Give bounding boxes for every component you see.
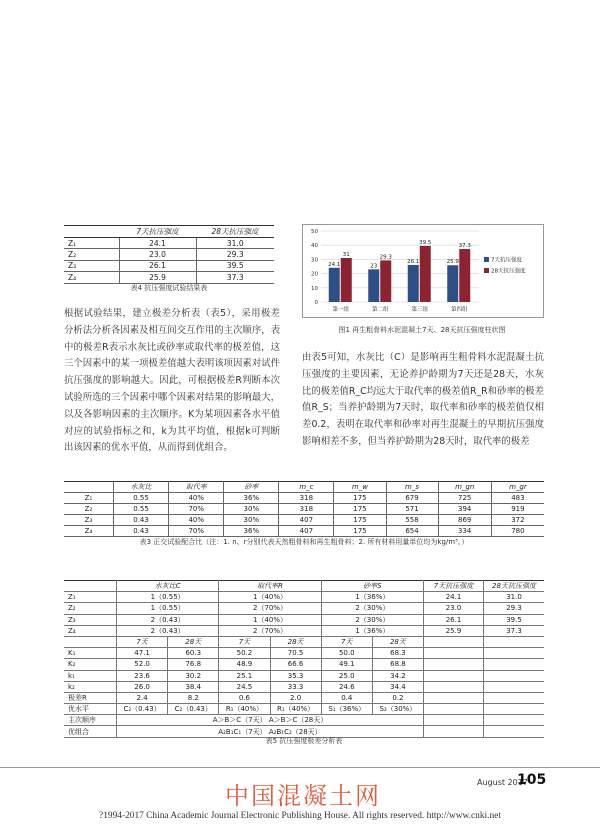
y-tick-label: 50 — [311, 229, 318, 235]
table5-cell: 49.1 — [321, 659, 372, 670]
table4-cell: 37.3 — [196, 272, 274, 283]
table3-header: 水灰比 — [113, 482, 168, 493]
paragraph-right: 由表5可知，水灰比（C）是影响再生粗骨料水泥混凝土抗压强度的主要因素，无论养护龄期为7天还是28天，水灰比的极差值R_C均远大于取代率的极差值R_R和砂率的极差值R_S；当养护龄期为7天时，取代率和砂率的极差值仅相差0.2，表明在取代率和砂率对再生混凝土的早期抗压强度影响相差不多，但当养护龄期为28天时，取代率的极差 — [302, 352, 544, 447]
table-row — [64, 681, 544, 692]
table4-header: 7天抗压强度 — [119, 226, 196, 238]
bar — [329, 268, 340, 302]
bar — [447, 265, 458, 302]
table4-cell: 29.3 — [196, 249, 274, 260]
table3-cell: 679 — [386, 493, 438, 504]
table5-cell: R₁（40%） — [219, 704, 270, 715]
table5-cell: 28天 — [372, 636, 423, 647]
table5-cell — [424, 715, 484, 726]
table3-cell: 654 — [386, 526, 438, 537]
table3-cell: 40% — [169, 515, 224, 526]
table5-cell: Z₂ — [64, 603, 117, 614]
table-row — [64, 526, 544, 537]
table-row — [64, 704, 544, 715]
table5-cell — [484, 659, 545, 670]
table5-cell: 1（36%） — [321, 592, 423, 603]
table-row — [64, 238, 274, 249]
table5-cell: 1（0.55） — [117, 592, 219, 603]
table3-cell: 407 — [279, 526, 334, 537]
table4 — [64, 225, 274, 284]
table3-cell: Z₂ — [64, 504, 113, 515]
table-row — [64, 670, 544, 681]
table5-cell — [424, 670, 484, 681]
figure1-caption: 图1 再生粗骨料水泥混凝土7天、28天抗压强度柱状图 — [338, 326, 506, 334]
table-row — [64, 493, 544, 504]
table3-cell: 70% — [169, 526, 224, 537]
y-tick-label: 10 — [311, 285, 318, 292]
table5-cell: 34.4 — [372, 681, 423, 692]
table5-cell: A＞B＞C（7天） A＞B＞C（28天） — [117, 715, 424, 726]
table3-cell: 36% — [224, 493, 279, 504]
table3-cell: 483 — [491, 493, 544, 504]
table-row — [64, 648, 544, 659]
table4-caption: 表4 抗压强度试验结果表 — [130, 284, 208, 292]
table5-cell: 8.2 — [168, 692, 219, 703]
table5 — [64, 580, 544, 738]
table5-cell: 33.3 — [270, 681, 321, 692]
table3-cell: Z₄ — [64, 526, 113, 537]
table5-cell: Z₁ — [64, 592, 117, 603]
table-row — [64, 515, 544, 526]
table5-cell: A₂B₁C₁（7天） A₂B₁C₂（28天） — [117, 726, 424, 737]
table-row — [64, 692, 544, 703]
table3-header: 砂率 — [224, 482, 279, 493]
table5-cell: 25.1 — [219, 670, 270, 681]
table-row — [64, 636, 544, 647]
table5-cell: 2.0 — [270, 692, 321, 703]
table5-cell: 66.6 — [270, 659, 321, 670]
table-row — [64, 504, 544, 515]
table3-cell: 175 — [334, 493, 386, 504]
table5-cell: 25.0 — [321, 670, 372, 681]
table5-cell — [484, 648, 545, 659]
table-row — [64, 260, 274, 271]
table3-header — [64, 482, 113, 493]
table3-cell: 70% — [169, 504, 224, 515]
table3-header: m_w — [334, 482, 386, 493]
table5-header-s: 砂率S — [321, 581, 423, 592]
table5-cell: 68.3 — [372, 648, 423, 659]
table5-cell: 35.3 — [270, 670, 321, 681]
table5-header-c: 水灰比C — [117, 581, 219, 592]
data-label: 29.3 — [379, 254, 392, 261]
table5-cell: 23.0 — [424, 603, 484, 614]
table3-cell: 0.43 — [113, 515, 168, 526]
table5-cell: 38.4 — [168, 681, 219, 692]
data-label: 23 — [370, 263, 378, 270]
table5-cell — [484, 692, 545, 703]
table-row — [64, 614, 544, 625]
table3-cell: 30% — [224, 504, 279, 515]
data-label: 31 — [342, 251, 350, 258]
table5-cell: 2（0.43） — [117, 614, 219, 625]
y-tick-label: 20 — [311, 271, 318, 278]
data-label: 37.3 — [458, 243, 471, 250]
table3-cell: Z₁ — [64, 493, 113, 504]
table5-cell: 2（30%） — [321, 603, 423, 614]
data-label: 24.1 — [328, 261, 341, 268]
table5-cell: 70.5 — [270, 648, 321, 659]
table5-cell: 28天 — [168, 636, 219, 647]
table3-cell: 919 — [491, 504, 544, 515]
table5-cell: S₁（36%） — [321, 704, 372, 715]
table3-header: m_gn — [438, 482, 491, 493]
bar — [420, 246, 431, 302]
table5-cell: 47.1 — [117, 648, 168, 659]
bar-chart — [303, 225, 543, 317]
bar — [380, 260, 391, 302]
table5-cell: 1（40%） — [219, 592, 321, 603]
table5-cell — [484, 704, 545, 715]
x-tick-label: 第二组 — [371, 307, 389, 313]
table5-cell: 7天 — [321, 636, 372, 647]
table5-cell: 68.8 — [372, 659, 423, 670]
table4-cell: 26.1 — [119, 260, 196, 271]
x-tick-label: 第四组 — [450, 307, 468, 313]
figure1-frame — [302, 224, 544, 318]
table5-cell: 2（70%） — [219, 625, 321, 636]
table5-cell: Z₄ — [64, 625, 117, 636]
table5-cell: k₁ — [64, 670, 117, 681]
table5-cell: 24.6 — [321, 681, 372, 692]
table3-cell: 0.43 — [113, 526, 168, 537]
table5-cell: k₂ — [64, 681, 117, 692]
table5-cell: 1（0.55） — [117, 603, 219, 614]
table3-cell: Z₃ — [64, 515, 113, 526]
y-tick-label: 40 — [311, 243, 318, 250]
table4-cell: 39.5 — [196, 260, 274, 271]
table4-cell: 23.0 — [119, 249, 196, 260]
table5-cell: 0.2 — [372, 692, 423, 703]
table5-cell: 26.1 — [424, 614, 484, 625]
table5-cell: 29.3 — [484, 603, 545, 614]
table4-cell: Z₂ — [64, 249, 119, 260]
paragraph-left: 根据试验结果，建立极差分析表（表5），采用极差分析法分析各因素及相互间交互作用的主次顺序，表中的极差R表示水灰比或砂率或取代率的极差值，这三个因素中的某一项极差值越大表明该项因素对试件抗压强度的影响越大。因此，可根据极差R判断本次试验所选的三个因素中哪个因素对结果的影响最大，以及各影响因素的主次顺序。K为某项因素各水平值对应的试验指标之和，k为其平均值，根据k可判断出该因素的优水平值，从而得到优组合。 — [64, 308, 280, 454]
table5-cell — [424, 681, 484, 692]
table5-cell: 26.0 — [117, 681, 168, 692]
table5-cell: 1（36%） — [321, 625, 423, 636]
table3-cell: 175 — [334, 504, 386, 515]
page-number: 105 — [517, 772, 547, 788]
table5-cell: 50.2 — [219, 648, 270, 659]
table3-caption: 表3 正交试验配合比（注：1. n、r分别代表天然粗骨料和再生粗骨料；2. 所有材料用量单位均为kg/m³。） — [139, 538, 469, 546]
table5-cell: 39.5 — [484, 614, 545, 625]
bar — [368, 269, 379, 302]
table5-cell: 0.6 — [219, 692, 270, 703]
data-label: 25.9 — [446, 259, 459, 266]
table5-cell: 2（30%） — [321, 614, 423, 625]
table5-cell: K₂ — [64, 659, 117, 670]
bar — [341, 258, 352, 302]
table5-cell: 2（70%） — [219, 603, 321, 614]
table3-cell: 0.55 — [113, 493, 168, 504]
legend-label: 7天抗压强度 — [491, 257, 522, 264]
y-tick-label: 0 — [314, 300, 318, 306]
table5-cell — [424, 704, 484, 715]
table5-cell: 25.9 — [424, 625, 484, 636]
table5-cell: 52.0 — [117, 659, 168, 670]
legend-swatch — [484, 268, 489, 273]
table5-cell: 76.8 — [168, 659, 219, 670]
table3-header: m_s — [386, 482, 438, 493]
table3-cell: 725 — [438, 493, 491, 504]
table5-cell: 48.9 — [219, 659, 270, 670]
table4-cell: 31.0 — [196, 238, 274, 249]
table5-cell — [424, 659, 484, 670]
table3-header: m_c — [279, 482, 334, 493]
table4-header — [64, 226, 119, 238]
legend-swatch — [484, 257, 489, 262]
watermark-logo: 中国混凝土网 — [225, 782, 381, 810]
table3-cell: 372 — [491, 515, 544, 526]
table4-header: 28天抗压强度 — [196, 226, 274, 238]
table5-cell: K₁ — [64, 648, 117, 659]
table5-cell: Z₃ — [64, 614, 117, 625]
table-row — [64, 249, 274, 260]
table5-cell: 7天 — [117, 636, 168, 647]
table5-cell: R₁（40%） — [270, 704, 321, 715]
table5-cell: 60.3 — [168, 648, 219, 659]
table5-cell: C₂（0.43） — [117, 704, 168, 715]
table3-cell: 30% — [224, 515, 279, 526]
table5-header-28d: 28天抗压强度 — [484, 581, 545, 592]
table5-cell: 23.6 — [117, 670, 168, 681]
table3-cell: 36% — [224, 526, 279, 537]
table-row — [64, 272, 274, 283]
table3 — [64, 481, 544, 537]
table4-cell: Z₁ — [64, 238, 119, 249]
table5-cell: 50.0 — [321, 648, 372, 659]
table3-cell: 558 — [386, 515, 438, 526]
copyright: ?1994-2017 China Academic Journal Electronic Publishing House. All rights reserved. http://www.cnki.net — [99, 811, 501, 821]
table3-cell: 318 — [279, 504, 334, 515]
table5-cell: S₂（30%） — [372, 704, 423, 715]
bar — [459, 249, 470, 302]
table5-cell: 2（0.43） — [117, 625, 219, 636]
table3-header: 取代率 — [169, 482, 224, 493]
table5-cell: 极差R — [64, 692, 117, 703]
table3-cell: 175 — [334, 515, 386, 526]
legend-label: 28天抗压强度 — [491, 268, 526, 275]
table4-cell: Z₃ — [64, 260, 119, 271]
table5-cell: 28天 — [270, 636, 321, 647]
table-row — [64, 659, 544, 670]
table5-cell: 2.4 — [117, 692, 168, 703]
table5-cell — [484, 636, 545, 647]
data-label: 39.5 — [419, 239, 432, 246]
bar — [408, 265, 419, 302]
table3-cell: 869 — [438, 515, 491, 526]
table5-cell: 7天 — [219, 636, 270, 647]
footer-divider — [0, 767, 600, 768]
table5-cell: 31.0 — [484, 592, 545, 603]
table-row — [64, 715, 544, 726]
table5-cell: 30.2 — [168, 670, 219, 681]
table5-cell — [484, 715, 545, 726]
table-row — [64, 625, 544, 636]
data-label: 26.1 — [407, 258, 420, 265]
table5-cell — [484, 670, 545, 681]
table5-cell — [64, 636, 117, 647]
x-tick-label: 第三组 — [411, 307, 429, 313]
x-tick-label: 第一组 — [332, 307, 350, 313]
table5-cell: 主次顺序 — [64, 715, 117, 726]
table-row — [64, 592, 544, 603]
table3-cell: 0.55 — [113, 504, 168, 515]
table5-caption: 表5 抗压强度极差分析表 — [265, 737, 343, 745]
table5-cell — [424, 692, 484, 703]
table5-header-r: 取代率R — [219, 581, 321, 592]
table5-cell: 37.3 — [484, 625, 545, 636]
table-row — [64, 603, 544, 614]
table5-header-7d: 7天抗压强度 — [424, 581, 484, 592]
table5-cell: 0.4 — [321, 692, 372, 703]
table4-cell: 25.9 — [119, 272, 196, 283]
footer-date: August 2017 — [477, 778, 528, 787]
table3-cell: 334 — [438, 526, 491, 537]
table5-cell: 24.5 — [219, 681, 270, 692]
table4-cell: Z₄ — [64, 272, 119, 283]
table5-cell: 34.2 — [372, 670, 423, 681]
table5-cell: 1（40%） — [219, 614, 321, 625]
table3-cell: 571 — [386, 504, 438, 515]
table5-cell: C₂（0.43） — [168, 704, 219, 715]
table3-cell: 40% — [169, 493, 224, 504]
table3-header: m_gr — [491, 482, 544, 493]
table3-cell: 175 — [334, 526, 386, 537]
table5-cell — [424, 636, 484, 647]
table5-cell — [424, 648, 484, 659]
table4-cell: 24.1 — [119, 238, 196, 249]
table3-cell: 780 — [491, 526, 544, 537]
table5-cell — [484, 681, 545, 692]
table5-cell: 24.1 — [424, 592, 484, 603]
y-tick-label: 30 — [311, 257, 318, 264]
table5-cell: 优水平 — [64, 704, 117, 715]
table3-cell: 394 — [438, 504, 491, 515]
table3-cell: 407 — [279, 515, 334, 526]
table5-cell: 优组合 — [64, 726, 117, 737]
table3-cell: 318 — [279, 493, 334, 504]
